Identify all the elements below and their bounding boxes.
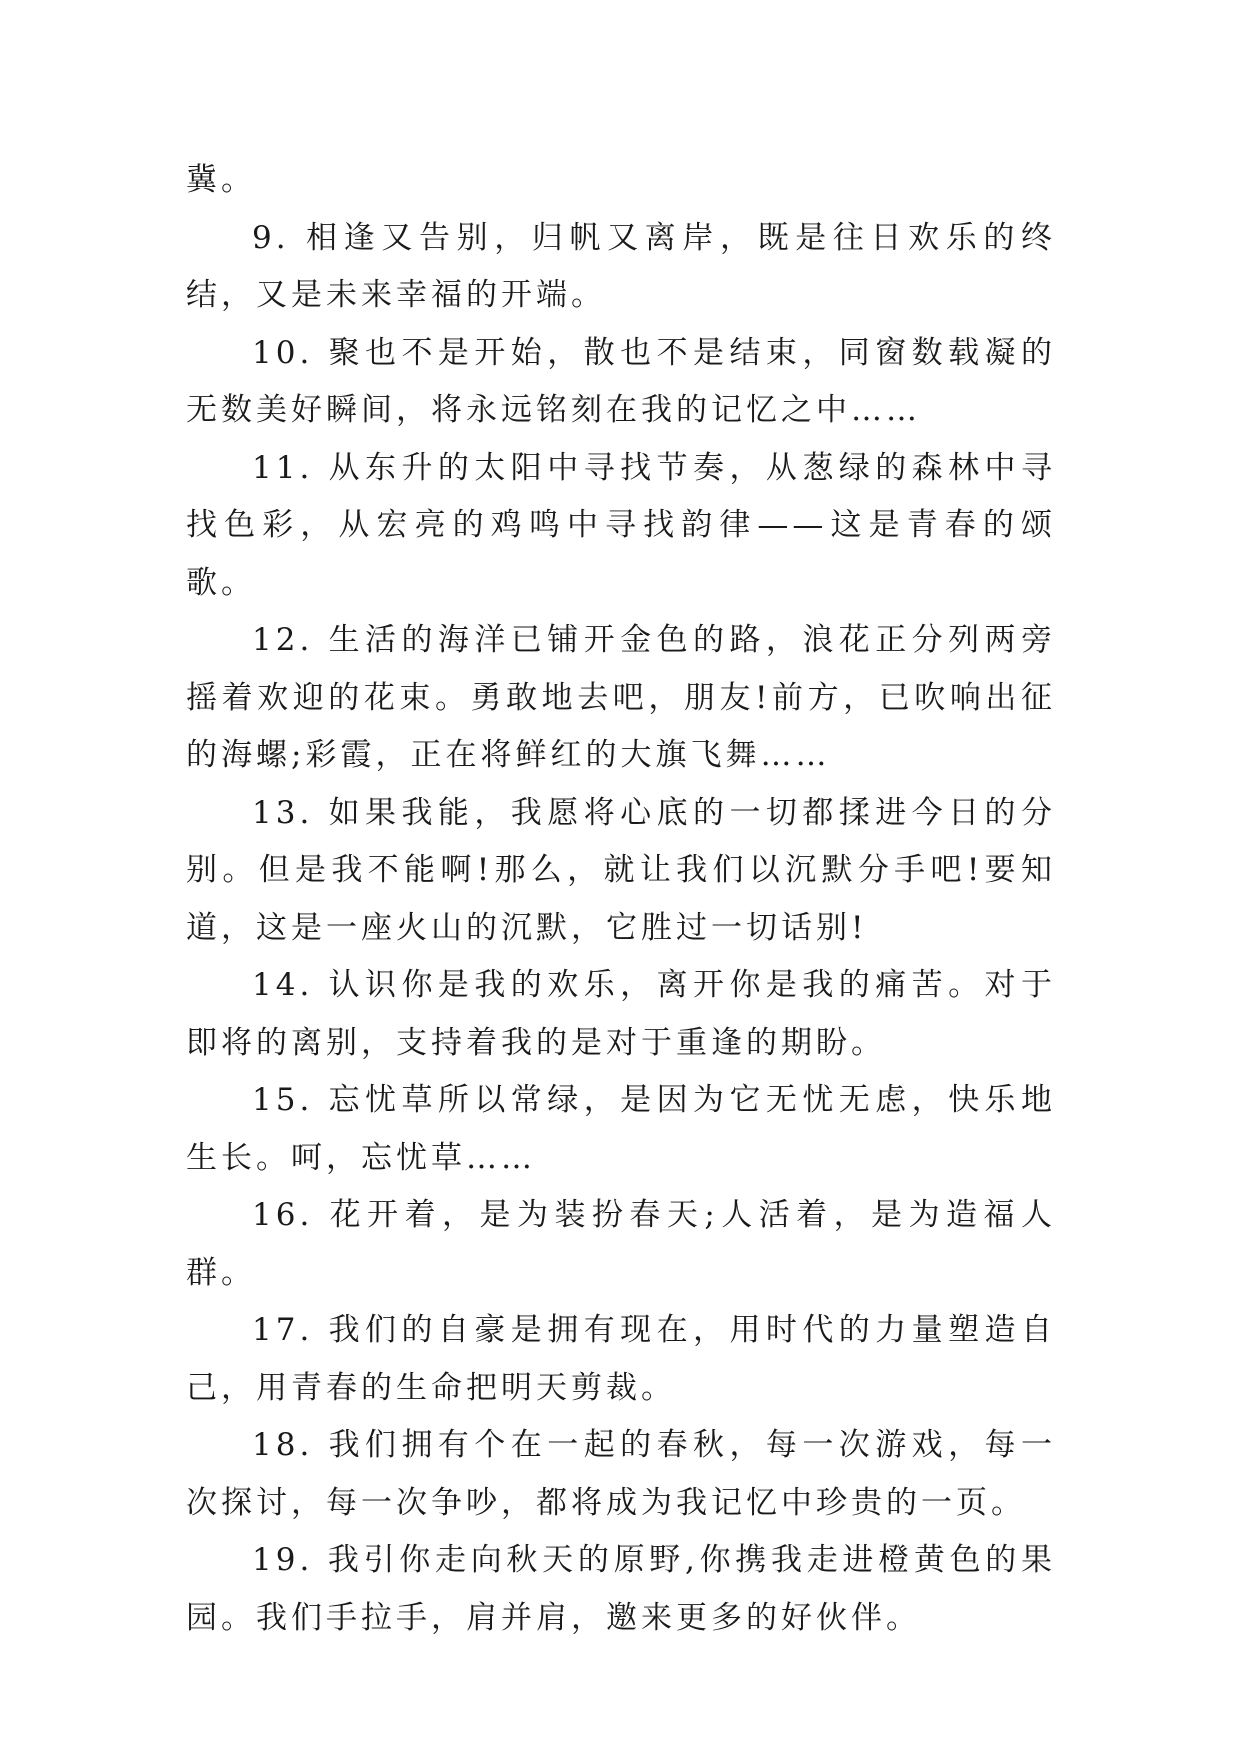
paragraph-item-15: 15. 忘忧草所以常绿，是因为它无忧无虑，快乐地生长。呵，忘忧草……: [186, 1082, 1056, 1176]
paragraph-continuation: 冀。: [186, 162, 256, 198]
document-body: [186, 152, 1056, 1647]
paragraph-item-18: 18. 我们拥有个在一起的春秋，每一次游戏，每一次探讨，每一次争吵，都将成为我记忆中珍贵的一页。: [186, 1427, 1056, 1521]
paragraph-item-14: 14. 认识你是我的欢乐，离开你是我的痛苦。对于即将的离别，支持着我的是对于重逢的期盼。: [186, 967, 1056, 1061]
paragraph-item-16: 16. 花开着，是为装扮春天;人活着，是为造福人群。: [186, 1197, 1056, 1291]
paragraph-item-13: 13. 如果我能，我愿将心底的一切都揉进今日的分别。但是我不能啊!那么，就让我们以沉默分手吧!要知道，这是一座火山的沉默，它胜过一切话别!: [186, 794, 1056, 946]
paragraph-item-11: 11. 从东升的太阳中寻找节奏，从葱绿的森林中寻找色彩，从宏亮的鸡鸣中寻找韵律——这是青春的颂歌。: [186, 449, 1056, 601]
paragraph-item-17: 17. 我们的自豪是拥有现在，用时代的力量塑造自己，用青春的生命把明天剪裁。: [186, 1312, 1056, 1406]
paragraph-item-12: 12. 生活的海洋已铺开金色的路，浪花正分列两旁摇着欢迎的花束。勇敢地去吧，朋友!前方，已吹响出征的海螺;彩霞，正在将鲜红的大旗飞舞……: [186, 622, 1056, 773]
paragraph-item-19: 19. 我引你走向秋天的原野,你携我走进橙黄色的果园。我们手拉手，肩并肩，邀来更多的好伙伴。: [186, 1542, 1056, 1636]
paragraph-item-10: 10. 聚也不是开始，散也不是结束，同窗数载凝的无数美好瞬间，将永远铭刻在我的记忆之中……: [186, 334, 1056, 428]
paragraph-item-9: 9. 相逢又告别，归帆又离岸，既是往日欢乐的终结，又是未来幸福的开端。: [186, 219, 1056, 313]
